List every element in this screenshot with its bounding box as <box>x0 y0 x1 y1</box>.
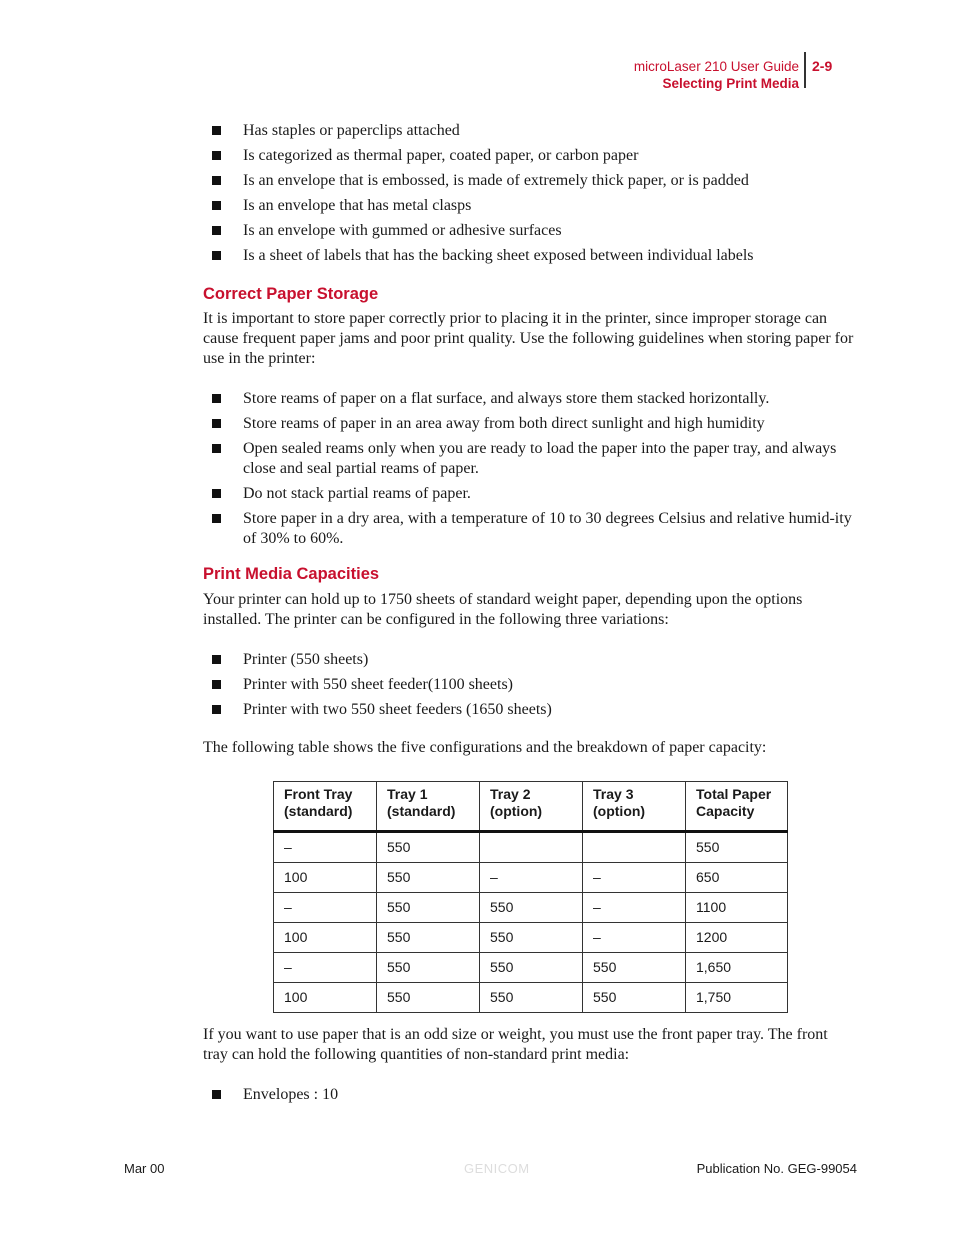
header-divider <box>804 52 806 88</box>
table-row <box>274 923 788 953</box>
table-cell: 1200 <box>686 923 788 953</box>
list-item: Printer with two 550 sheet feeders (1650 sheets) <box>203 700 855 720</box>
front-tray-list <box>203 1085 855 1105</box>
table-cell: 550 <box>377 893 480 923</box>
bullet-icon <box>212 1090 221 1099</box>
bullet-icon <box>212 394 221 403</box>
list-item: Is a sheet of labels that has the backing sheet exposed between individual labels <box>203 246 855 266</box>
footer-date: Mar 00 <box>124 1161 165 1176</box>
list-item: Is categorized as thermal paper, coated paper, or carbon paper <box>203 146 855 166</box>
list-item: Printer with 550 sheet feeder(1100 sheets) <box>203 675 855 695</box>
storage-list-block <box>203 389 855 554</box>
column-header: Total Paper Capacity <box>686 782 788 832</box>
bullet-icon <box>212 176 221 185</box>
capacity-table <box>273 781 788 1013</box>
table-cell: 550 <box>377 953 480 983</box>
table-row <box>274 863 788 893</box>
bullet-icon <box>212 419 221 428</box>
list-item: Is an envelope that is embossed, is made of extremely thick paper, or is padded <box>203 171 855 191</box>
bullet-icon <box>212 251 221 260</box>
bullet-icon <box>212 489 221 498</box>
list-item: Has staples or paperclips attached <box>203 121 855 141</box>
bullet-icon <box>212 705 221 714</box>
section-title: Selecting Print Media <box>662 76 799 91</box>
table-cell: – <box>274 893 377 923</box>
exclusion-list <box>203 121 855 266</box>
table-cell: 100 <box>274 923 377 953</box>
front-tray-list-block <box>203 1085 855 1110</box>
table-cell: 550 <box>480 953 583 983</box>
list-item: Is an envelope that has metal clasps <box>203 196 855 216</box>
bullet-icon <box>212 126 221 135</box>
table-cell: 100 <box>274 863 377 893</box>
guide-title: microLaser 210 User Guide <box>633 59 799 74</box>
list-item: Printer (550 sheets) <box>203 650 855 670</box>
table-row <box>274 983 788 1013</box>
capacities-list-block <box>203 650 855 725</box>
table-cell <box>583 832 686 863</box>
capacities-heading: Print Media Capacities <box>203 565 380 583</box>
table-cell: 550 <box>480 923 583 953</box>
list-item: Store reams of paper in an area away from both direct sunlight and high humidity <box>203 414 855 434</box>
table-cell: 100 <box>274 983 377 1013</box>
table-cell: 550 <box>686 832 788 863</box>
table-cell <box>480 832 583 863</box>
table-cell: – <box>583 923 686 953</box>
capacities-list <box>203 650 855 720</box>
bullet-icon <box>212 655 221 664</box>
list-item: Store paper in a dry area, with a temperature of 10 to 30 degrees Celsius and relative humid-ity of 30% to 60%. <box>203 509 855 549</box>
footer-publication: Publication No. GEG-99054 <box>696 1161 857 1176</box>
column-header: Tray 2 (option) <box>480 782 583 832</box>
table-cell: 550 <box>377 923 480 953</box>
table-intro: The following table shows the five configurations and the breakdown of paper capacity: <box>203 739 767 756</box>
table-cell: 550 <box>583 983 686 1013</box>
bullet-icon <box>212 151 221 160</box>
capacities-intro: Your printer can hold up to 1750 sheets of standard weight paper, depending upon the options installed. The printer can be configured in the following three variations: <box>203 591 803 628</box>
table-cell: – <box>583 893 686 923</box>
table-cell: 550 <box>377 832 480 863</box>
list-item: Open sealed reams only when you are ready to load the paper into the paper tray, and always close and seal partial reams of paper. <box>203 439 855 479</box>
column-header: Tray 1 (standard) <box>377 782 480 832</box>
table-row <box>274 832 788 863</box>
table-cell: 550 <box>377 983 480 1013</box>
storage-intro: It is important to store paper correctly prior to placing it in the printer, since improper storage can cause frequent paper jams and poor print quality. Use the following guidelines when storing paper for use in the printer: <box>203 310 854 367</box>
table-cell: 650 <box>686 863 788 893</box>
table-cell: 550 <box>583 953 686 983</box>
bullet-icon <box>212 514 221 523</box>
table-row <box>274 893 788 923</box>
table-cell: 1100 <box>686 893 788 923</box>
footer-brand-watermark: GENICOM <box>464 1161 530 1176</box>
storage-list <box>203 389 855 549</box>
table-cell: 550 <box>480 983 583 1013</box>
storage-heading: Correct Paper Storage <box>203 285 379 303</box>
list-item: Is an envelope with gummed or adhesive surfaces <box>203 221 855 241</box>
table-header-row <box>274 782 788 832</box>
bullet-icon <box>212 444 221 453</box>
page-number: 2-9 <box>812 58 833 74</box>
bullet-icon <box>212 680 221 689</box>
bullet-icon <box>212 201 221 210</box>
table-cell: 1,750 <box>686 983 788 1013</box>
table-cell: – <box>274 953 377 983</box>
bullet-icon <box>212 226 221 235</box>
column-header: Front Tray (standard) <box>274 782 377 832</box>
table-cell: 550 <box>377 863 480 893</box>
running-header <box>634 58 799 92</box>
front-tray-paragraph: If you want to use paper that is an odd size or weight, you must use the front paper tray. The front tray can hold the following quantities of non-standard print media: <box>203 1026 828 1063</box>
list-item: Do not stack partial reams of paper. <box>203 484 855 504</box>
list-item: Store reams of paper on a flat surface, and always store them stacked horizontally. <box>203 389 855 409</box>
table-cell: – <box>583 863 686 893</box>
list-item: Envelopes : 10 <box>203 1085 855 1105</box>
table-cell: – <box>480 863 583 893</box>
table-cell: 550 <box>480 893 583 923</box>
table-cell: 1,650 <box>686 953 788 983</box>
column-header: Tray 3 (option) <box>583 782 686 832</box>
table-row <box>274 953 788 983</box>
table-cell: – <box>274 832 377 863</box>
top-list-block <box>203 121 855 271</box>
